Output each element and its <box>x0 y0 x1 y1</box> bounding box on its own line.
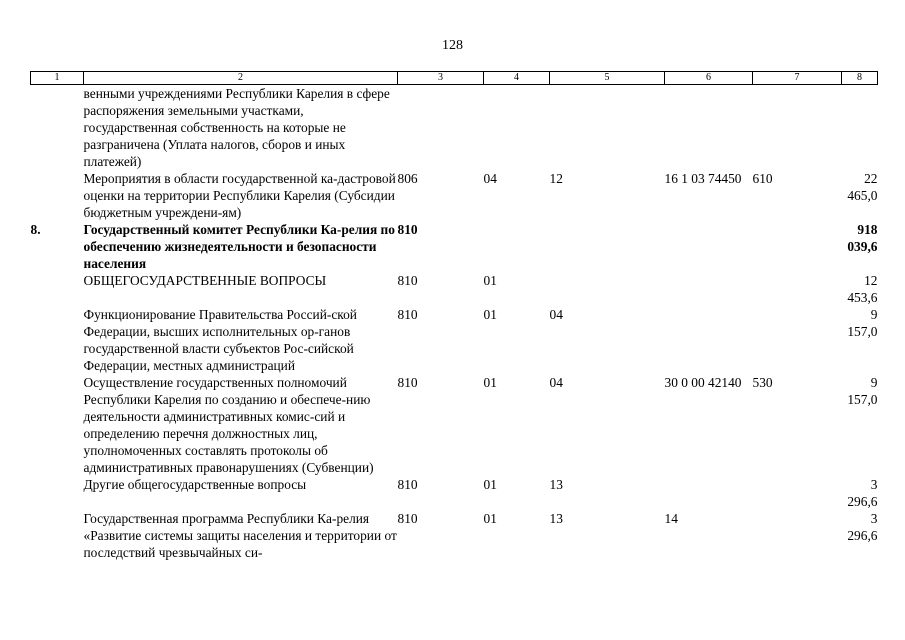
row-subsection <box>550 272 665 306</box>
row-number <box>31 374 84 476</box>
row-name: венными учреждениями Республики Карелия в сфере распоряжения земельными участками, государственная собственность на которые не разграничена (Уплата налогов, сборов и иных платежей) <box>83 86 390 169</box>
row-amount: 9 157,0 <box>847 307 878 339</box>
row-amount: 12 453,6 <box>847 273 878 305</box>
row-section: 01 <box>483 307 497 322</box>
row-article: 16 1 03 74450 <box>664 171 742 186</box>
row-name: Функционирование Правительства Россий-ской Федерации, высших исполнительных ор-ганов государственной власти субъектов Рос-сийской Федерации, местных администраций <box>83 307 357 373</box>
row-code <box>398 85 484 171</box>
row-name: Мероприятия в области государственной ка-дастровой оценки на территории Республики Карелия (Субсидии бюджетным учреждени-ям) <box>83 171 396 220</box>
row-article <box>665 476 753 510</box>
header-col-3: 3 <box>398 72 484 85</box>
row-number <box>31 85 84 171</box>
header-col-6: 6 <box>665 72 753 85</box>
row-amount: 9 157,0 <box>847 375 878 407</box>
header-col-5: 5 <box>550 72 665 85</box>
row-number <box>31 306 84 374</box>
header-col-2: 2 <box>84 72 398 85</box>
row-name: Государственный комитет Республики Ка-релия по обеспечению жизнедеятельности и безопасности населения <box>83 222 395 271</box>
table-row <box>31 170 878 221</box>
row-section: 01 <box>483 511 497 526</box>
table-row <box>31 272 878 306</box>
row-code: 810 <box>397 511 418 526</box>
header-col-1: 1 <box>31 72 84 85</box>
budget-table <box>30 71 878 561</box>
table-row <box>31 374 878 476</box>
row-section <box>484 221 550 272</box>
row-amount <box>842 85 878 171</box>
row-subsection <box>550 221 665 272</box>
header-row <box>31 72 878 85</box>
row-article: 14 <box>664 511 678 526</box>
row-section: 01 <box>483 273 497 288</box>
table-row <box>31 510 878 561</box>
row-amount: 3 296,6 <box>847 511 878 543</box>
row-type: 530 <box>752 375 773 390</box>
header-col-8: 8 <box>842 72 878 85</box>
row-type <box>753 85 842 171</box>
row-name: Осуществление государственных полномочий Республики Карелия по созданию и обеспече-нию деятельности административных комис-сий и определению перечня должностных лиц, уполномоченных составлять протоколы об административных правонарушениях (Субвенции) <box>83 375 374 475</box>
table-row <box>31 221 878 272</box>
row-type <box>753 221 842 272</box>
row-type <box>753 510 842 561</box>
row-subsection: 04 <box>549 375 563 390</box>
row-code: 806 <box>397 171 418 186</box>
row-subsection: 12 <box>549 171 563 186</box>
table-row <box>31 85 878 171</box>
row-article <box>665 221 753 272</box>
header-col-7: 7 <box>753 72 842 85</box>
row-section: 01 <box>483 477 497 492</box>
row-name: Другие общегосударственные вопросы <box>83 477 307 492</box>
table-row <box>31 306 878 374</box>
row-article <box>665 85 753 171</box>
table-row <box>31 476 878 510</box>
row-code: 810 <box>397 273 418 288</box>
row-number <box>31 476 84 510</box>
row-article: 30 0 00 42140 <box>664 375 742 390</box>
row-section <box>484 85 550 171</box>
row-code: 810 <box>397 477 418 492</box>
row-subsection <box>550 85 665 171</box>
row-section: 04 <box>483 171 497 186</box>
row-article <box>665 306 753 374</box>
row-amount: 918 039,6 <box>847 222 878 254</box>
row-type <box>753 306 842 374</box>
row-subsection: 04 <box>549 307 563 322</box>
row-amount: 22 465,0 <box>847 171 878 203</box>
row-type <box>753 476 842 510</box>
row-number <box>31 510 84 561</box>
row-subsection: 13 <box>549 477 563 492</box>
row-number <box>31 272 84 306</box>
row-amount: 3 296,6 <box>847 477 878 509</box>
row-code: 810 <box>397 222 418 237</box>
row-code: 810 <box>397 375 418 390</box>
header-col-4: 4 <box>484 72 550 85</box>
row-section: 01 <box>483 375 497 390</box>
row-article <box>665 272 753 306</box>
row-number <box>31 170 84 221</box>
row-code: 810 <box>397 307 418 322</box>
row-type: 610 <box>752 171 773 186</box>
row-subsection: 13 <box>549 511 563 526</box>
page-number: 128 <box>442 38 463 53</box>
row-number: 8. <box>30 222 41 237</box>
row-type <box>753 272 842 306</box>
row-name: ОБЩЕГОСУДАРСТВЕННЫЕ ВОПРОСЫ <box>83 273 327 288</box>
row-name: Государственная программа Республики Ка-релия «Развитие системы защиты населения и территории от последствий чрезвычайных си- <box>83 511 397 560</box>
